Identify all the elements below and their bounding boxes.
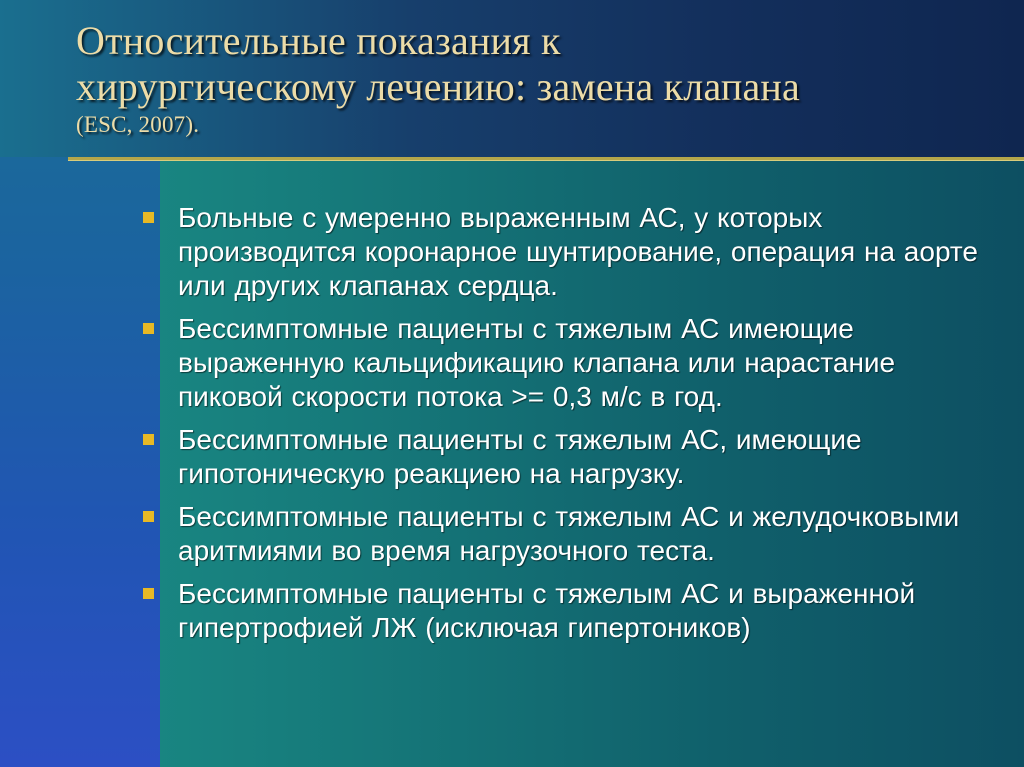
- title-line-2: хирургическому лечению: замена клапана: [76, 64, 800, 109]
- bullet-text: Бессимптомные пациенты с тяжелым АС и желудочковыми аритмиями во время нагрузочного теста.: [178, 501, 960, 566]
- slide-subtitle: (ESC, 2007).: [76, 112, 200, 137]
- bullet-item-2: [140, 312, 1000, 414]
- bullet-item-4: [140, 500, 1000, 568]
- bullet-list: [140, 201, 1000, 654]
- square-bullet-icon: [143, 323, 154, 334]
- square-bullet-icon: [143, 434, 154, 445]
- square-bullet-icon: [143, 212, 154, 223]
- square-bullet-icon: [143, 511, 154, 522]
- title-divider: [68, 157, 1024, 160]
- bullet-text: Бессимптомные пациенты с тяжелым АС имеющие выраженную кальцификацию клапана или нарастание пиковой скорости потока >= 0,3 м/с в год.: [178, 313, 896, 412]
- bullet-text: Бессимптомные пациенты с тяжелым АС, имеющие гипотоническую реакциею на нагрузку.: [178, 424, 862, 489]
- bullet-item-1: [140, 201, 1000, 303]
- bullet-item-5: [140, 577, 1000, 645]
- bullet-text: Больные с умеренно выраженным АС, у которых производится коронарное шунтирование, операция на аорте или других клапанах сердца.: [178, 202, 978, 301]
- title-line-1: Относительные показания к: [76, 18, 561, 63]
- bullet-text: Бессимптомные пациенты с тяжелым АС и выраженной гипертрофией ЛЖ (исключая гипертоников): [178, 578, 916, 643]
- bullet-item-3: [140, 423, 1000, 491]
- square-bullet-icon: [143, 588, 154, 599]
- slide-title: [76, 18, 1006, 139]
